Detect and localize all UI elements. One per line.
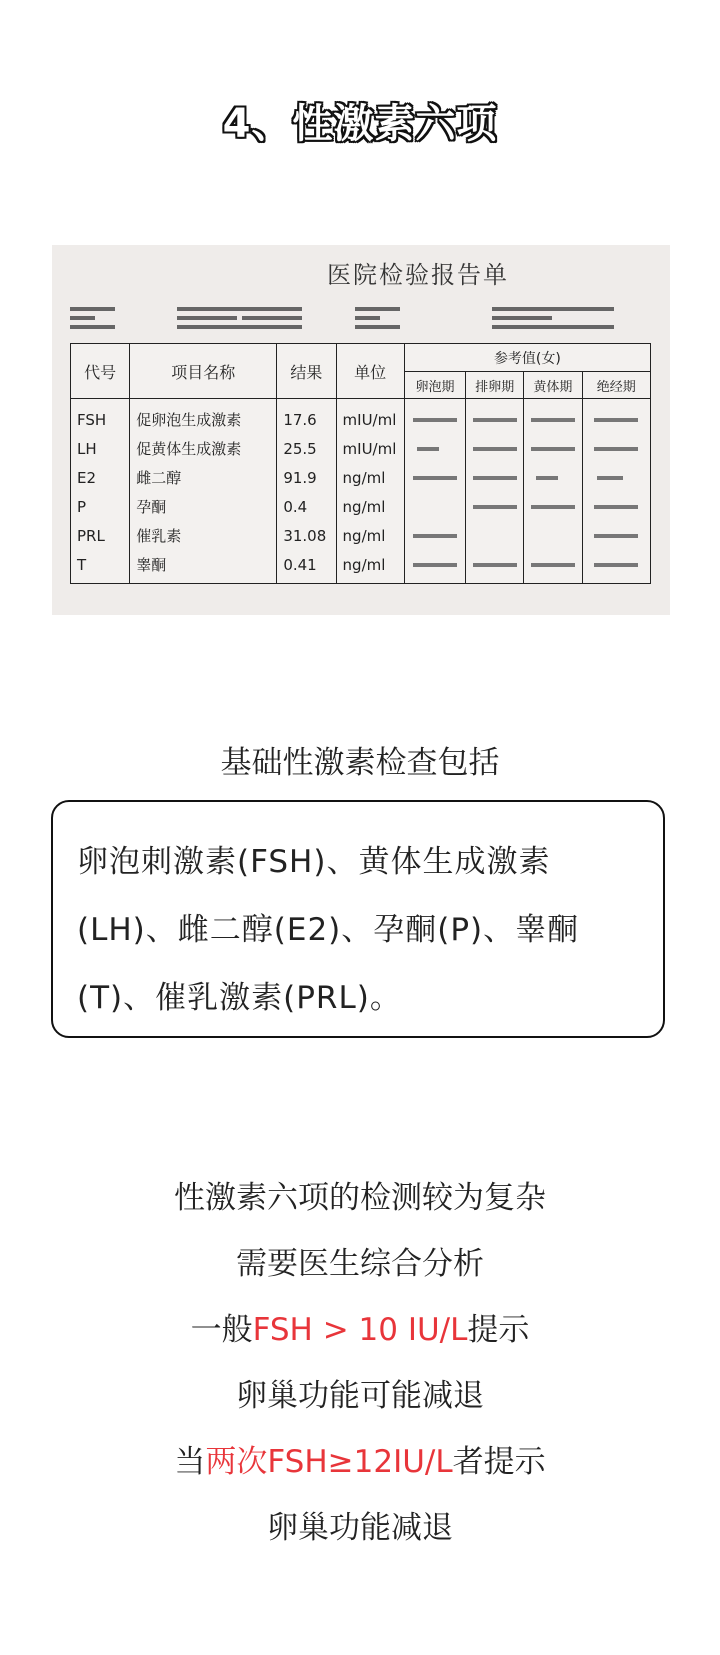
note-line-3-pre: 一般	[190, 1312, 253, 1348]
row-result: 25.5	[277, 434, 336, 463]
report-image	[52, 245, 670, 615]
fsh-threshold-1: FSH > 10 IU/L	[252, 1312, 468, 1348]
row-code: PRL	[71, 521, 130, 550]
row-unit: ng/ml	[336, 492, 404, 521]
row-result: 0.41	[277, 550, 336, 579]
note-line-6: 卵巢功能减退	[267, 1510, 453, 1546]
row-name: 促黄体生成激素	[130, 434, 277, 463]
table-row	[71, 521, 651, 550]
row-result: 31.08	[277, 521, 336, 550]
row-code: T	[71, 550, 130, 579]
report-title: 医院检验报告单	[327, 261, 509, 289]
lab-report-table	[70, 343, 651, 584]
header-result: 结果	[277, 344, 336, 399]
header-menopause: 绝经期	[582, 372, 650, 399]
row-unit: ng/ml	[336, 521, 404, 550]
row-code: P	[71, 492, 130, 521]
row-name: 睾酮	[130, 550, 277, 579]
table-row	[71, 550, 651, 579]
header-unit: 单位	[336, 344, 404, 399]
row-name: 孕酮	[130, 492, 277, 521]
section-title: 4、性激素六项	[222, 101, 498, 147]
notes-block	[0, 1165, 720, 1561]
row-name: 催乳素	[130, 521, 277, 550]
note-line-4: 卵巢功能可能减退	[236, 1378, 484, 1414]
note-line-3	[0, 1297, 720, 1363]
table-row	[71, 399, 651, 435]
header-follicular: 卵泡期	[404, 372, 465, 399]
header-luteal: 黄体期	[524, 372, 582, 399]
hormone-list-text: 卵泡刺激素(FSH)、黄体生成激素(LH)、雌二醇(E2)、孕酮(P)、睾酮(T)、催乳激素(PRL)。	[77, 844, 580, 1016]
fsh-threshold-2: 两次FSH≥12IU/L	[205, 1444, 453, 1480]
table-row	[71, 492, 651, 521]
row-unit: mIU/ml	[336, 434, 404, 463]
row-unit: ng/ml	[336, 463, 404, 492]
row-unit: mIU/ml	[336, 399, 404, 435]
row-name: 雌二醇	[130, 463, 277, 492]
note-line-2: 需要医生综合分析	[236, 1246, 484, 1282]
header-name: 项目名称	[130, 344, 277, 399]
row-code: FSH	[71, 399, 130, 435]
row-code: LH	[71, 434, 130, 463]
note-line-3-post: 提示	[467, 1312, 530, 1348]
row-result: 0.4	[277, 492, 336, 521]
row-result: 91.9	[277, 463, 336, 492]
row-code: E2	[71, 463, 130, 492]
hormone-list-box	[51, 800, 665, 1038]
header-reference: 参考值(女)	[404, 344, 650, 372]
row-name: 促卵泡生成激素	[130, 399, 277, 435]
table-row	[71, 434, 651, 463]
row-result: 17.6	[277, 399, 336, 435]
note-line-5-pre: 当	[174, 1444, 206, 1480]
header-code: 代号	[71, 344, 130, 399]
row-unit: ng/ml	[336, 550, 404, 579]
intro-heading: 基础性激素检查包括	[220, 745, 500, 781]
note-line-5-post: 者提示	[452, 1444, 546, 1480]
header-ovulation: 排卵期	[466, 372, 524, 399]
note-line-1: 性激素六项的检测较为复杂	[174, 1180, 546, 1216]
note-line-5	[0, 1429, 720, 1495]
table-row	[71, 463, 651, 492]
